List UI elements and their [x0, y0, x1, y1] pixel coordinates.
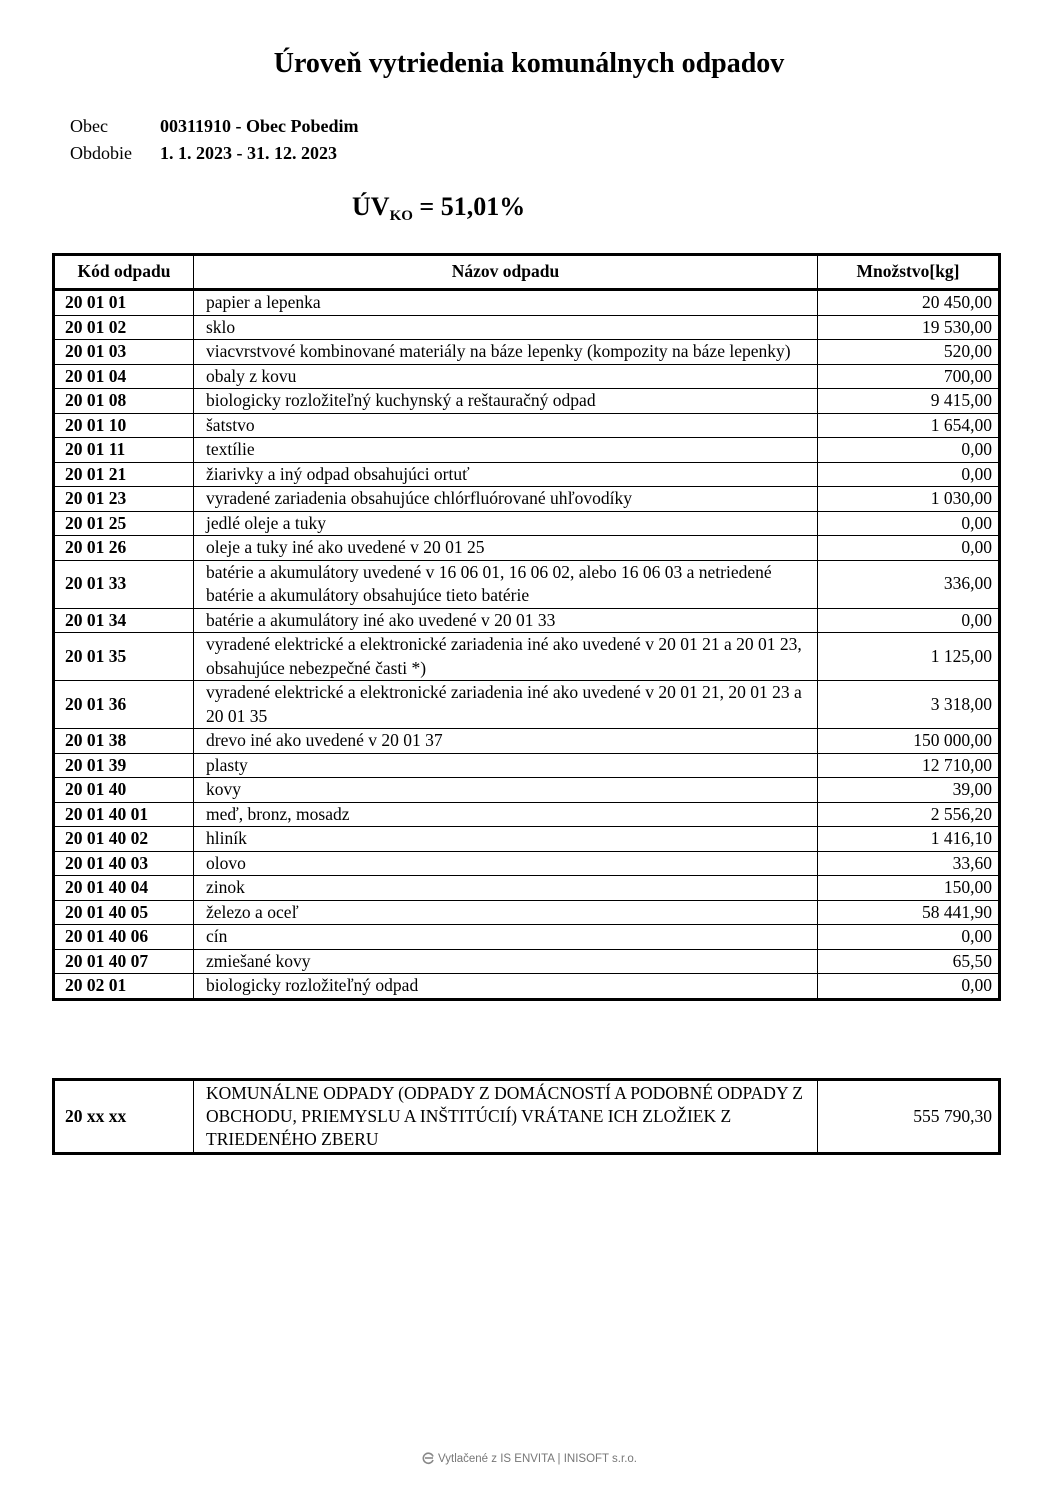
- header-qty: Množstvo[kg]: [818, 255, 1000, 290]
- obdobie-value: 1. 1. 2023 - 31. 12. 2023: [160, 143, 337, 163]
- obec-label: Obec: [70, 116, 108, 136]
- waste-quantity: 2 556,20: [818, 802, 1000, 827]
- footer: [0, 1451, 1058, 1468]
- waste-code: 20 01 03: [54, 340, 194, 365]
- waste-name: batérie a akumulátory uvedené v 16 06 01, 16 06 02, alebo 16 06 03 a netriedené batérie a akumulátory obsahujúce tieto batérie: [194, 560, 818, 608]
- waste-name: plasty: [194, 753, 818, 778]
- waste-code: 20 01 26: [54, 536, 194, 561]
- table-row: [54, 290, 1000, 316]
- waste-quantity: 520,00: [818, 340, 1000, 365]
- waste-code: 20 01 23: [54, 487, 194, 512]
- table-row: [54, 536, 1000, 561]
- table-row: [54, 340, 1000, 365]
- table-body: [54, 290, 1000, 1000]
- table-row: [54, 876, 1000, 901]
- waste-name: biologicky rozložiteľný kuchynský a reštauračný odpad: [194, 389, 818, 414]
- waste-quantity: 65,50: [818, 949, 1000, 974]
- total-row: [54, 1080, 1000, 1154]
- table-row: [54, 633, 1000, 681]
- waste-code: 20 01 01: [54, 290, 194, 316]
- waste-name: zinok: [194, 876, 818, 901]
- page-title: Úroveň vytriedenia komunálnych odpadov: [273, 48, 785, 79]
- waste-quantity: 1 416,10: [818, 827, 1000, 852]
- waste-code: 20 01 40 05: [54, 900, 194, 925]
- waste-code: 20 01 04: [54, 364, 194, 389]
- waste-name: biologicky rozložiteľný odpad: [194, 974, 818, 1000]
- table-row: [54, 462, 1000, 487]
- waste-code: 20 01 40: [54, 778, 194, 803]
- waste-name: jedlé oleje a tuky: [194, 511, 818, 536]
- envita-logo-icon: [421, 1451, 435, 1468]
- waste-quantity: 0,00: [818, 462, 1000, 487]
- table-row: [54, 315, 1000, 340]
- total-qty: 555 790,30: [818, 1080, 1000, 1154]
- waste-quantity: 33,60: [818, 851, 1000, 876]
- waste-name: batérie a akumulátory iné ako uvedené v 20 01 33: [194, 608, 818, 633]
- waste-name: zmiešané kovy: [194, 949, 818, 974]
- total-code: 20 xx xx: [54, 1080, 194, 1154]
- uv-value: = 51,01%: [419, 192, 526, 221]
- waste-quantity: 0,00: [818, 925, 1000, 950]
- table-row: [54, 925, 1000, 950]
- waste-name: kovy: [194, 778, 818, 803]
- total-name: KOMUNÁLNE ODPADY (ODPADY Z DOMÁCNOSTÍ A PODOBNÉ ODPADY Z OBCHODU, PRIEMYSLU A INŠTITÚCIÍ) VRÁTANE ICH ZLOŽIEK Z TRIEDENÉHO ZBERU: [194, 1080, 818, 1154]
- waste-quantity: 19 530,00: [818, 315, 1000, 340]
- waste-quantity: 58 441,90: [818, 900, 1000, 925]
- waste-quantity: 1 654,00: [818, 413, 1000, 438]
- table-row: [54, 753, 1000, 778]
- waste-code: 20 01 40 01: [54, 802, 194, 827]
- waste-code: 20 01 35: [54, 633, 194, 681]
- waste-code: 20 01 10: [54, 413, 194, 438]
- table-row: [54, 681, 1000, 729]
- document-meta: [70, 113, 359, 167]
- table-row: [54, 974, 1000, 1000]
- table-row: [54, 729, 1000, 754]
- waste-quantity: 12 710,00: [818, 753, 1000, 778]
- waste-code: 20 01 40 03: [54, 851, 194, 876]
- waste-name: cín: [194, 925, 818, 950]
- waste-name: sklo: [194, 315, 818, 340]
- waste-name: hliník: [194, 827, 818, 852]
- table-row: [54, 364, 1000, 389]
- waste-quantity: 20 450,00: [818, 290, 1000, 316]
- table-row: [54, 851, 1000, 876]
- waste-code: 20 01 40 07: [54, 949, 194, 974]
- waste-quantity: 0,00: [818, 974, 1000, 1000]
- uv-ko-result: [352, 192, 525, 225]
- waste-code: 20 01 11: [54, 438, 194, 463]
- obdobie-label: Obdobie: [70, 143, 132, 163]
- table-header-row: [54, 255, 1000, 290]
- table-row: [54, 900, 1000, 925]
- waste-code: 20 01 40 04: [54, 876, 194, 901]
- table-row: [54, 438, 1000, 463]
- waste-name: šatstvo: [194, 413, 818, 438]
- waste-quantity: 1 125,00: [818, 633, 1000, 681]
- waste-code: 20 02 01: [54, 974, 194, 1000]
- waste-quantity: 1 030,00: [818, 487, 1000, 512]
- waste-name: olovo: [194, 851, 818, 876]
- table-row: [54, 511, 1000, 536]
- table-row: [54, 802, 1000, 827]
- table-row: [54, 778, 1000, 803]
- waste-code: 20 01 34: [54, 608, 194, 633]
- obec-value: 00311910 - Obec Pobedim: [160, 116, 359, 136]
- waste-quantity: 9 415,00: [818, 389, 1000, 414]
- waste-code: 20 01 39: [54, 753, 194, 778]
- waste-quantity: 0,00: [818, 536, 1000, 561]
- waste-code: 20 01 25: [54, 511, 194, 536]
- waste-code: 20 01 02: [54, 315, 194, 340]
- table-row: [54, 608, 1000, 633]
- obec-row: [70, 113, 359, 140]
- waste-quantity: 150 000,00: [818, 729, 1000, 754]
- waste-name: vyradené zariadenia obsahujúce chlórfluórované uhľovodíky: [194, 487, 818, 512]
- waste-code: 20 01 36: [54, 681, 194, 729]
- waste-name: žiarivky a iný odpad obsahujúci ortuť: [194, 462, 818, 487]
- table-row: [54, 949, 1000, 974]
- waste-code: 20 01 33: [54, 560, 194, 608]
- waste-code: 20 01 40 06: [54, 925, 194, 950]
- table-row: [54, 560, 1000, 608]
- uv-prefix: ÚV: [352, 192, 390, 221]
- waste-name: vyradené elektrické a elektronické zariadenia iné ako uvedené v 20 01 21, 20 01 23 a 20 01 35: [194, 681, 818, 729]
- waste-quantity: 150,00: [818, 876, 1000, 901]
- header-name: Názov odpadu: [194, 255, 818, 290]
- obdobie-row: [70, 140, 359, 167]
- waste-quantity: 0,00: [818, 438, 1000, 463]
- waste-code: 20 01 38: [54, 729, 194, 754]
- table-row: [54, 827, 1000, 852]
- waste-code: 20 01 21: [54, 462, 194, 487]
- waste-quantity: 0,00: [818, 608, 1000, 633]
- header-code: Kód odpadu: [54, 255, 194, 290]
- waste-code: 20 01 08: [54, 389, 194, 414]
- uv-subscript: KO: [389, 208, 413, 224]
- waste-quantity: 700,00: [818, 364, 1000, 389]
- table-row: [54, 389, 1000, 414]
- waste-quantity: 3 318,00: [818, 681, 1000, 729]
- table-row: [54, 413, 1000, 438]
- waste-name: textílie: [194, 438, 818, 463]
- waste-name: vyradené elektrické a elektronické zariadenia iné ako uvedené v 20 01 21 a 20 01 23, obsahujúce nebezpečné časti *): [194, 633, 818, 681]
- waste-quantity: 336,00: [818, 560, 1000, 608]
- waste-code: 20 01 40 02: [54, 827, 194, 852]
- waste-name: viacvrstvové kombinované materiály na báze lepenky (kompozity na báze lepenky): [194, 340, 818, 365]
- waste-name: obaly z kovu: [194, 364, 818, 389]
- waste-quantity: 39,00: [818, 778, 1000, 803]
- waste-name: drevo iné ako uvedené v 20 01 37: [194, 729, 818, 754]
- waste-name: papier a lepenka: [194, 290, 818, 316]
- waste-name: meď, bronz, mosadz: [194, 802, 818, 827]
- table-row: [54, 487, 1000, 512]
- waste-table: [52, 253, 1001, 1001]
- waste-name: oleje a tuky iné ako uvedené v 20 01 25: [194, 536, 818, 561]
- total-table: [52, 1078, 1001, 1155]
- waste-name: železo a oceľ: [194, 900, 818, 925]
- footer-text: Vytlačené z IS ENVITA | INISOFT s.r.o.: [438, 1453, 637, 1465]
- waste-quantity: 0,00: [818, 511, 1000, 536]
